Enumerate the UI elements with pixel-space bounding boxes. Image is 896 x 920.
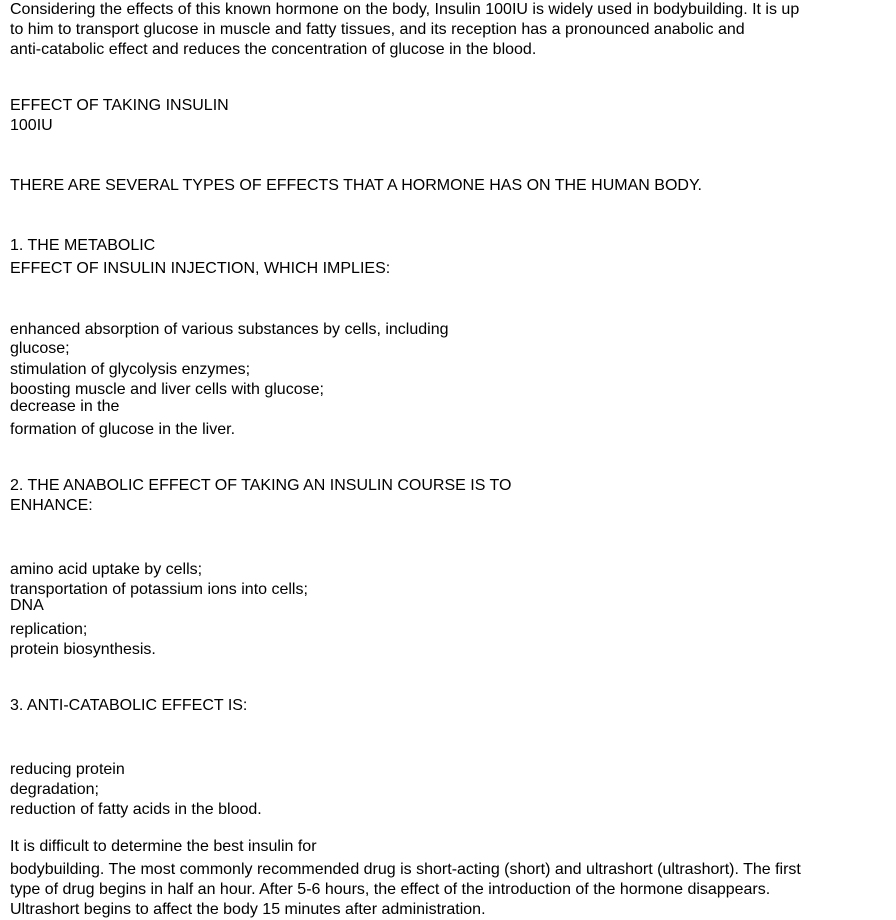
closing-line: It is difficult to determine the best insulin for xyxy=(10,838,317,855)
list-item: replication; xyxy=(10,621,88,638)
section2-heading: 2. THE ANABOLIC EFFECT OF TAKING AN INSULIN COURSE IS TO xyxy=(10,477,512,494)
list-item: formation of glucose in the liver. xyxy=(10,421,236,438)
list-item: enhanced absorption of various substances by cells, including xyxy=(10,321,449,338)
list-item: stimulation of glycolysis enzymes; xyxy=(10,361,251,378)
list-item: decrease in the xyxy=(10,398,120,415)
types-heading: THERE ARE SEVERAL TYPES OF EFFECTS THAT A HORMONE HAS ON THE HUMAN BODY. xyxy=(10,177,702,194)
intro-line: anti-catabolic effect and reduces the concentration of glucose in the blood. xyxy=(10,41,537,58)
section1-heading: EFFECT OF INSULIN INJECTION, WHICH IMPLIES: xyxy=(10,260,391,277)
list-item: DNA xyxy=(10,597,44,614)
closing-line: Ultrashort begins to affect the body 15 minutes after administration. xyxy=(10,901,486,918)
list-item: amino acid uptake by cells; xyxy=(10,561,203,578)
closing-line: type of drug begins in half an hour. After 5-6 hours, the effect of the introduction of the hormone disappears. xyxy=(10,881,771,898)
section1-heading: 1. THE METABOLIC xyxy=(10,237,156,254)
effect-heading-sub: 100IU xyxy=(10,117,53,134)
list-item: transportation of potassium ions into cells; xyxy=(10,581,308,598)
intro-line: to him to transport glucose in muscle and fatty tissues, and its reception has a pronounced anabolic and xyxy=(10,21,745,38)
effect-heading: EFFECT OF TAKING INSULIN xyxy=(10,97,229,114)
list-item: protein biosynthesis. xyxy=(10,641,156,658)
closing-line: bodybuilding. The most commonly recommended drug is short-acting (short) and ultrashort (ultrashort). The first xyxy=(10,861,801,878)
section2-heading: ENHANCE: xyxy=(10,497,93,514)
list-item: reduction of fatty acids in the blood. xyxy=(10,801,262,818)
list-item: glucose; xyxy=(10,340,70,357)
intro-line: Considering the effects of this known hormone on the body, Insulin 100IU is widely used in bodybuilding. It is up xyxy=(10,1,800,18)
section3-heading: 3. ANTI-CATABOLIC EFFECT IS: xyxy=(10,697,248,714)
list-item: reducing protein xyxy=(10,761,125,778)
list-item: boosting muscle and liver cells with glucose; xyxy=(10,381,324,398)
list-item: degradation; xyxy=(10,781,99,798)
